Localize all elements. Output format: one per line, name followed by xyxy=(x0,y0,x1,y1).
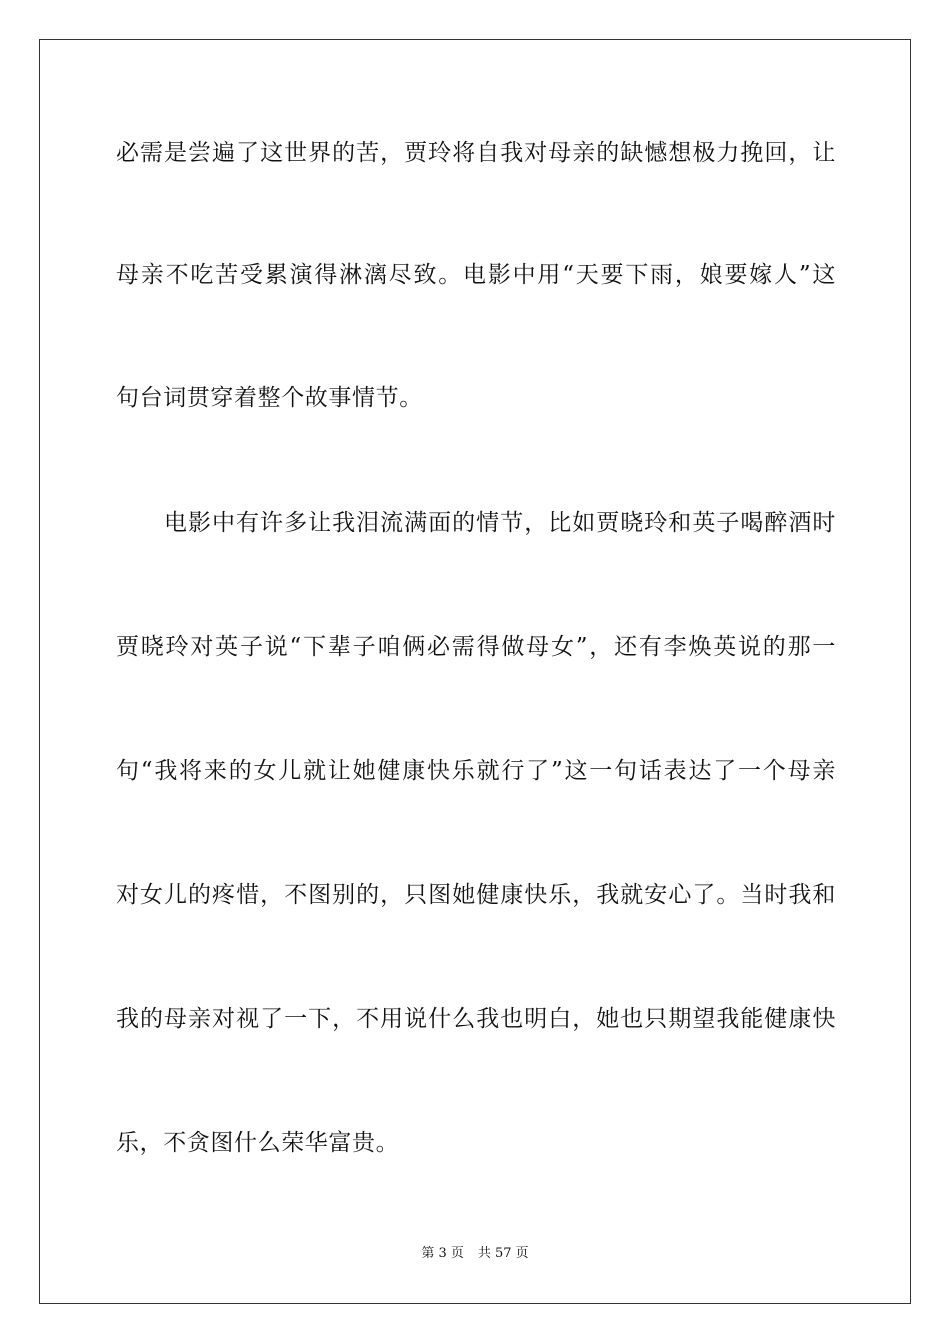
text-line-8: 我的母亲对视了一下，不用说什么我也明白，她也只期望我能健康快 xyxy=(116,1006,836,1032)
page-number: 第 3 页 xyxy=(421,1246,464,1261)
text-line-6: 句“我将来的女儿就让她健康快乐就行了”这一句话表达了一个母亲 xyxy=(116,758,836,784)
page-footer xyxy=(0,1246,950,1262)
page-total: 共 57 页 xyxy=(477,1246,529,1261)
text-line-1: 必需是尝遍了这世界的苦，贾玲将自我对母亲的缺憾想极力挽回，让 xyxy=(116,140,836,166)
text-line-9: 乐，不贪图什么荣华富贵。 xyxy=(116,1130,400,1156)
text-line-2: 母亲不吃苦受累演得淋漓尽致。电影中用“天要下雨，娘要嫁人”这 xyxy=(116,262,836,288)
text-line-4: 电影中有许多让我泪流满面的情节，比如贾晓玲和英子喝醉酒时 xyxy=(164,510,836,536)
text-line-5: 贾晓玲对英子说“下辈子咱俩必需得做母女”，还有李焕英说的那一 xyxy=(116,634,836,660)
text-line-7: 对女儿的疼惜，不图别的，只图她健康快乐，我就安心了。当时我和 xyxy=(116,882,836,908)
page-frame xyxy=(39,39,911,1304)
text-line-3: 句台词贯穿着整个故事情节。 xyxy=(116,385,423,411)
